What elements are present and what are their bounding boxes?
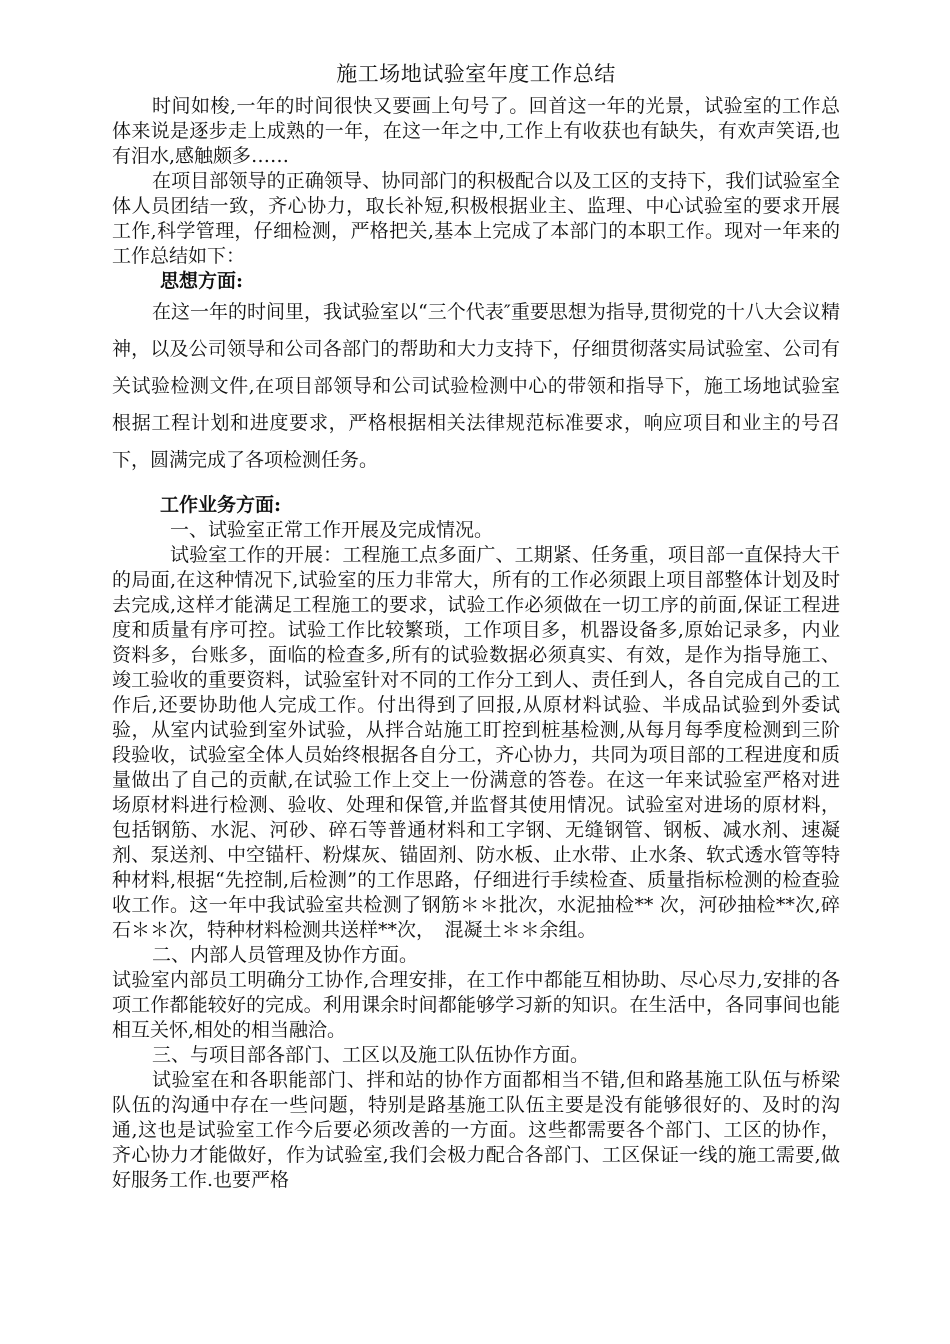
subheading-internal-management: 二、内部人员管理及协作方面。 (152, 944, 419, 966)
paragraph-leadership: 在项目部领导的正确领导、协同部门的积极配合以及工区的支持下，我们试验室全体人员团结一致，齐心协力，取长补短,积极根据业主、监理、中心试验室的要求开展工作,科学管理，仔细检测，严格把关,基本上完成了本部门的本职工作。现对一年来的工作总结如下： (112, 170, 840, 267)
paragraph-intro: 时间如梭,一年的时间很快又要画上句号了。回首这一年的光景，试验室的工作总体来说是逐步走上成熟的一年，在这一年之中,工作上有收获也有缺失，有欢声笑语,也有泪水,感触颇多…… (112, 95, 840, 167)
subheading-cooperation: 三、与项目部各部门、工区以及施工队伍协作方面。 (152, 1044, 590, 1066)
section-heading-ideology: 思想方面: (160, 270, 244, 292)
document-page (112, 58, 840, 1193)
document-title: 施工场地试验室年度工作总结 (336, 62, 616, 86)
section-heading-work: 工作业务方面: (160, 494, 282, 516)
subheading-normal-work: 一、试验室正常工作开展及完成情况。 (170, 519, 494, 541)
paragraph-ideology: 在这一年的时间里，我试验室以“三个代表″重要思想为指导,贯彻党的十八大会议精神，以及公司领导和公司各部门的帮助和大力支持下，仔细贯彻落实局试验室、公司有关试验检测文件,在项目部领导和公司试验检测中心的带领和指导下，施工场地试验室根据工程计划和进度要求，严格根据相关法律规范标准要求，响应项目和业主的号召下，圆满完成了各项检测任务。 (112, 301, 840, 471)
paragraph-normal-work: 试验室工作的开展：工程施工点多面广、工期紧、任务重，项目部一直保持大干的局面,在这种情况下,试验室的压力非常大，所有的工作必须跟上项目部整体计划及时去完成,这样才能满足工程施工的要求，试验工作必须做在一切工序的前面,保证工程进度和质量有序可控。试验工作比较繁琐，工作项目多，机器设备多,原始记录多，内业资料多，台账多，面临的检查多,所有的试验数据必须真实、有效，是作为指导施工、竣工验收的重要资料，试验室针对不同的工作分工到人、责任到人，各自完成自己的工作后,还要协助他人完成工作。付出得到了回报,从原材料试验、半成品试验到外委试验，从室内试验到室外试验，从拌合站施工盯控到桩基检测,从每月每季度检测到三阶段验收，试验室全体人员始终根据各自分工，齐心协力，共同为项目部的工程进度和质量做出了自己的贡献,在试验工作上交上一份满意的答卷。在这一年来试验室严格对进场原材料进行检测、验收、处理和保管,并监督其使用情况。试验室对进场的原材料，包括钢筋、水泥、河砂、碎石等普通材料和工字钢、无缝钢管、钢板、减水剂、速凝剂、泵送剂、中空锚杆、粉煤灰、锚固剂、防水板、止水带、止水条、软式透水管等特种材料,根据“先控制,后检测”的工作思路，仔细进行手续检查、质量指标检测的检查验收工作。这一年中我试验室共检测了钢筋＊＊批次，水泥抽检** 次，河砂抽检**次,碎石＊＊次，特种材料检测共送样**次， 混凝土＊＊余组。 (112, 544, 840, 941)
paragraph-internal-management: 试验室内部员工明确分工协作,合理安排，在工作中都能互相协助、尽心尽力,安排的各项工作都能较好的完成。利用课余时间都能够学习新的知识。在生活中，各同事间也能相互关怀,相处的相当融洽。 (112, 969, 840, 1041)
paragraph-cooperation: 试验室在和各职能部门、拌和站的协作方面都相当不错,但和路基施工队伍与桥梁队伍的沟通中存在一些问题，特别是路基施工队伍主要是没有能够很好的、及时的沟通,这也是试验室工作今后要必须改善的一方面。这些都需要各个部门、工区的协作，齐心协力才能做好，作为试验室,我们会极力配合各部门、工区保证一线的施工需要,做好服务工作.也要严格 (112, 1069, 840, 1191)
